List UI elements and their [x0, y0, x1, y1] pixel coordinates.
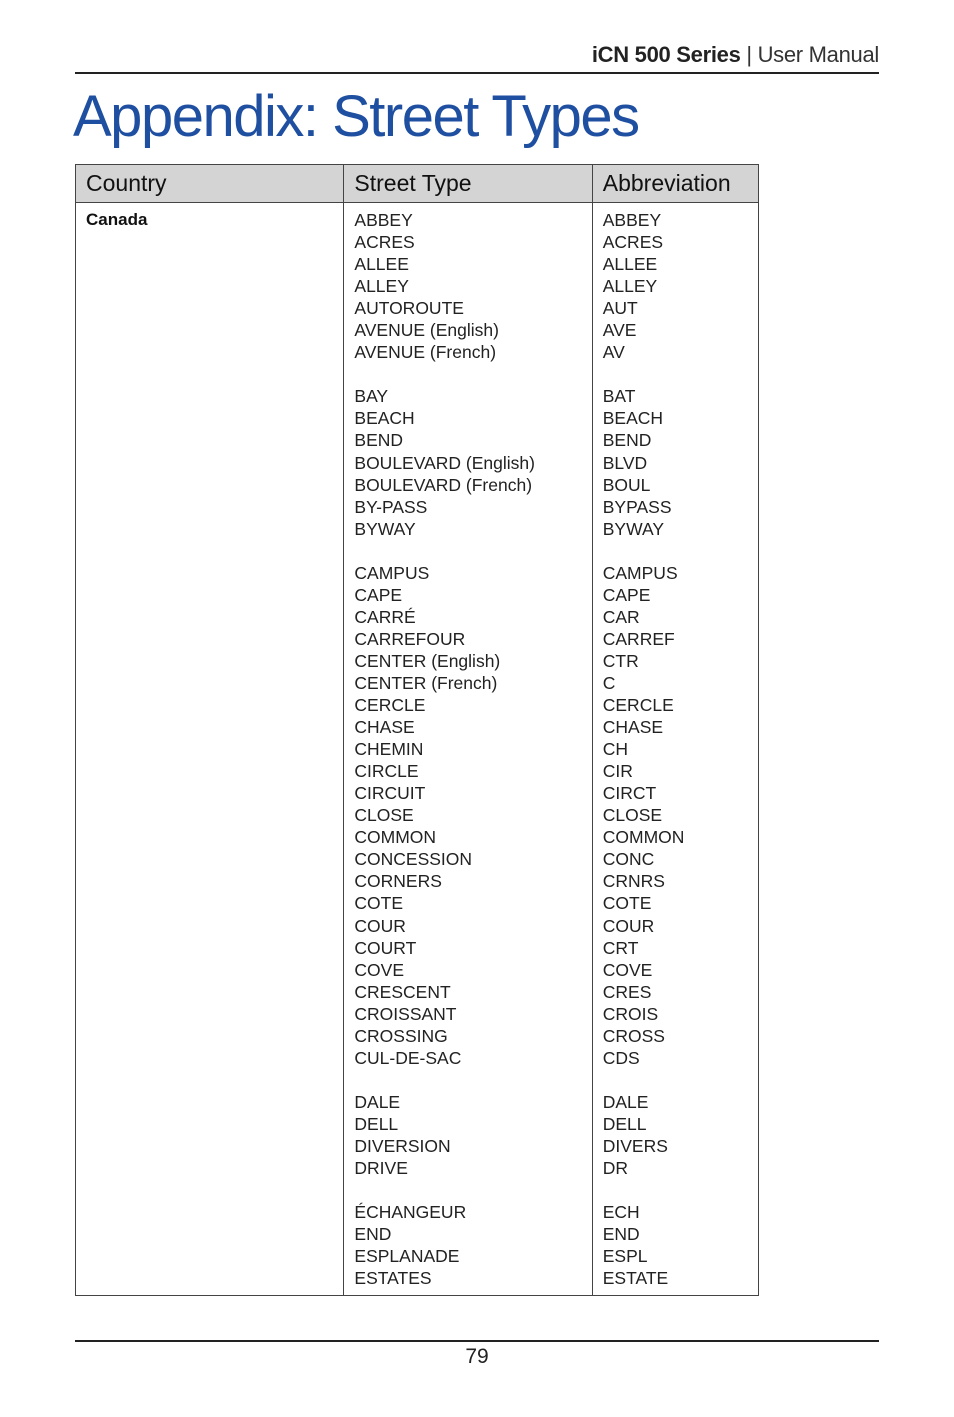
abbreviation-item: CIR: [602, 761, 633, 782]
group-spacer: [354, 363, 581, 385]
abbreviation-item: BYPASS: [602, 496, 672, 517]
abbreviation-item: CROIS: [602, 1003, 659, 1024]
group-spacer: [354, 540, 581, 562]
page-title: Appendix: Street Types: [73, 84, 639, 149]
abbreviation-item: BEACH: [602, 408, 664, 429]
street-type-list: [354, 209, 581, 1289]
abbreviation-item: ALLEY: [602, 276, 658, 297]
street-type-item: BOULEVARD (English): [354, 452, 535, 473]
street-type-item: COMMON: [354, 827, 437, 848]
page-header: [75, 40, 879, 74]
abbreviation-item: ESPL: [602, 1246, 648, 1267]
street-type-item: CORNERS: [354, 871, 442, 892]
abbreviation-item: CARREF: [602, 628, 675, 649]
street-types-table: [75, 164, 759, 1296]
street-type-item: CROISSANT: [354, 1003, 457, 1024]
group-spacer: [354, 1179, 581, 1201]
group-spacer: [603, 540, 748, 562]
group-spacer: [354, 1069, 581, 1091]
abbreviation-item: CRES: [602, 981, 652, 1002]
abbreviation-item: COMMON: [602, 827, 685, 848]
abbreviation-item: BLVD: [602, 452, 648, 473]
abbreviation-item: ALLEE: [602, 254, 658, 275]
abbreviation-item: ESTATE: [602, 1268, 669, 1289]
street-type-item: COURT: [354, 937, 417, 958]
street-type-item: CLOSE: [354, 805, 414, 826]
header-street-type: Street Type: [344, 165, 592, 203]
abbreviation-item: END: [602, 1224, 640, 1245]
abbreviation-item: AVE: [602, 320, 637, 341]
abbreviation-item: BOUL: [602, 474, 651, 495]
street-type-item: BEND: [354, 430, 404, 451]
abbreviation-item: C: [602, 672, 616, 693]
street-type-item: CENTER (English): [354, 650, 501, 671]
street-type-item: CAPE: [354, 584, 403, 605]
street-type-item: END: [354, 1224, 392, 1245]
street-type-item: CIRCUIT: [354, 783, 426, 804]
abbreviation-item: CAPE: [602, 584, 651, 605]
street-type-item: BAY: [354, 386, 389, 407]
abbreviation-item: DR: [602, 1158, 629, 1179]
street-type-item: ESTATES: [354, 1268, 432, 1289]
street-type-item: ALLEY: [354, 276, 409, 297]
street-type-item: ABBEY: [354, 210, 413, 230]
street-type-item: CRESCENT: [354, 981, 451, 1002]
abbreviation-item: DIVERS: [602, 1135, 668, 1156]
street-type-item: CUL-DE-SAC: [354, 1047, 462, 1068]
abbreviation-item: DELL: [602, 1113, 647, 1134]
abbreviation-item: AUT: [602, 298, 638, 319]
street-type-cell: [344, 203, 592, 1296]
abbreviation-item: CH: [602, 739, 629, 760]
street-type-item: BEACH: [354, 408, 415, 429]
street-type-item: CERCLE: [354, 695, 426, 716]
abbreviation-item: CHASE: [602, 717, 664, 738]
abbreviation-item: CRNRS: [602, 871, 665, 892]
street-type-item: AVENUE (English): [354, 320, 499, 341]
group-spacer: [603, 363, 748, 385]
abbreviation-item: BAT: [602, 386, 636, 407]
street-type-item: AUTOROUTE: [354, 298, 464, 319]
group-spacer: [603, 1179, 748, 1201]
street-type-item: CONCESSION: [354, 849, 473, 870]
street-type-item: ALLEE: [354, 254, 409, 275]
abbreviation-item: CIRCT: [602, 783, 657, 804]
street-type-item: CENTER (French): [354, 672, 498, 693]
abbreviation-item: CTR: [602, 650, 639, 671]
abbreviation-item: CDS: [602, 1047, 640, 1068]
street-type-item: AVENUE (French): [354, 342, 497, 363]
table-row: [76, 203, 759, 1296]
abbreviation-item: CAR: [602, 606, 640, 627]
page-number: 79: [465, 1345, 489, 1368]
abbreviation-item: AV: [602, 342, 625, 363]
street-type-item: BYWAY: [354, 518, 416, 539]
street-type-item: DIVERSION: [354, 1135, 451, 1156]
street-type-item: CHASE: [354, 717, 415, 738]
abbreviation-item: CRT: [602, 937, 639, 958]
group-spacer: [603, 1069, 748, 1091]
table-header-row: [76, 165, 759, 203]
header-abbreviation: Abbreviation: [592, 165, 758, 203]
street-type-item: DRIVE: [354, 1158, 408, 1179]
product-name: iCN 500 Series: [591, 42, 741, 67]
header-separator: |: [746, 42, 752, 67]
document-name: User Manual: [757, 42, 879, 67]
abbreviation-item: CONC: [602, 849, 655, 870]
header-country: Country: [76, 165, 344, 203]
abbreviation-item: DALE: [602, 1091, 649, 1112]
abbreviation-item: BYWAY: [602, 518, 665, 539]
abbreviation-list: [603, 209, 748, 1289]
abbreviation-item: ABBEY: [602, 210, 662, 230]
street-type-item: BY-PASS: [354, 496, 428, 517]
page-footer: [75, 1340, 879, 1369]
street-type-item: CARREFOUR: [354, 628, 466, 649]
abbreviation-item: ACRES: [602, 232, 664, 253]
abbreviation-item: CROSS: [602, 1025, 665, 1046]
street-type-item: CAMPUS: [354, 562, 430, 583]
street-type-item: COVE: [354, 959, 404, 980]
abbreviation-item: COVE: [602, 959, 653, 980]
abbreviation-item: COTE: [602, 893, 652, 914]
abbreviation-item: CERCLE: [602, 695, 674, 716]
street-type-item: DELL: [354, 1113, 399, 1134]
street-type-item: CROSSING: [354, 1025, 448, 1046]
country-name: Canada: [86, 210, 148, 229]
street-type-item: ESPLANADE: [354, 1246, 460, 1267]
abbreviation-item: COUR: [602, 915, 655, 936]
street-type-item: CIRCLE: [354, 761, 419, 782]
street-type-item: DALE: [354, 1091, 401, 1112]
abbreviation-item: ECH: [602, 1202, 640, 1223]
street-type-item: COTE: [354, 893, 404, 914]
abbreviation-item: CLOSE: [602, 805, 663, 826]
abbreviation-cell: [592, 203, 758, 1296]
street-type-item: CARRÉ: [354, 606, 416, 627]
street-type-item: ACRES: [354, 232, 415, 253]
street-type-item: BOULEVARD (French): [354, 474, 533, 495]
street-type-item: CHEMIN: [354, 739, 424, 760]
street-type-item: ÉCHANGEUR: [354, 1202, 467, 1223]
street-type-item: COUR: [354, 915, 406, 936]
abbreviation-item: CAMPUS: [602, 562, 678, 583]
country-cell: [76, 203, 344, 1296]
abbreviation-item: BEND: [602, 430, 652, 451]
